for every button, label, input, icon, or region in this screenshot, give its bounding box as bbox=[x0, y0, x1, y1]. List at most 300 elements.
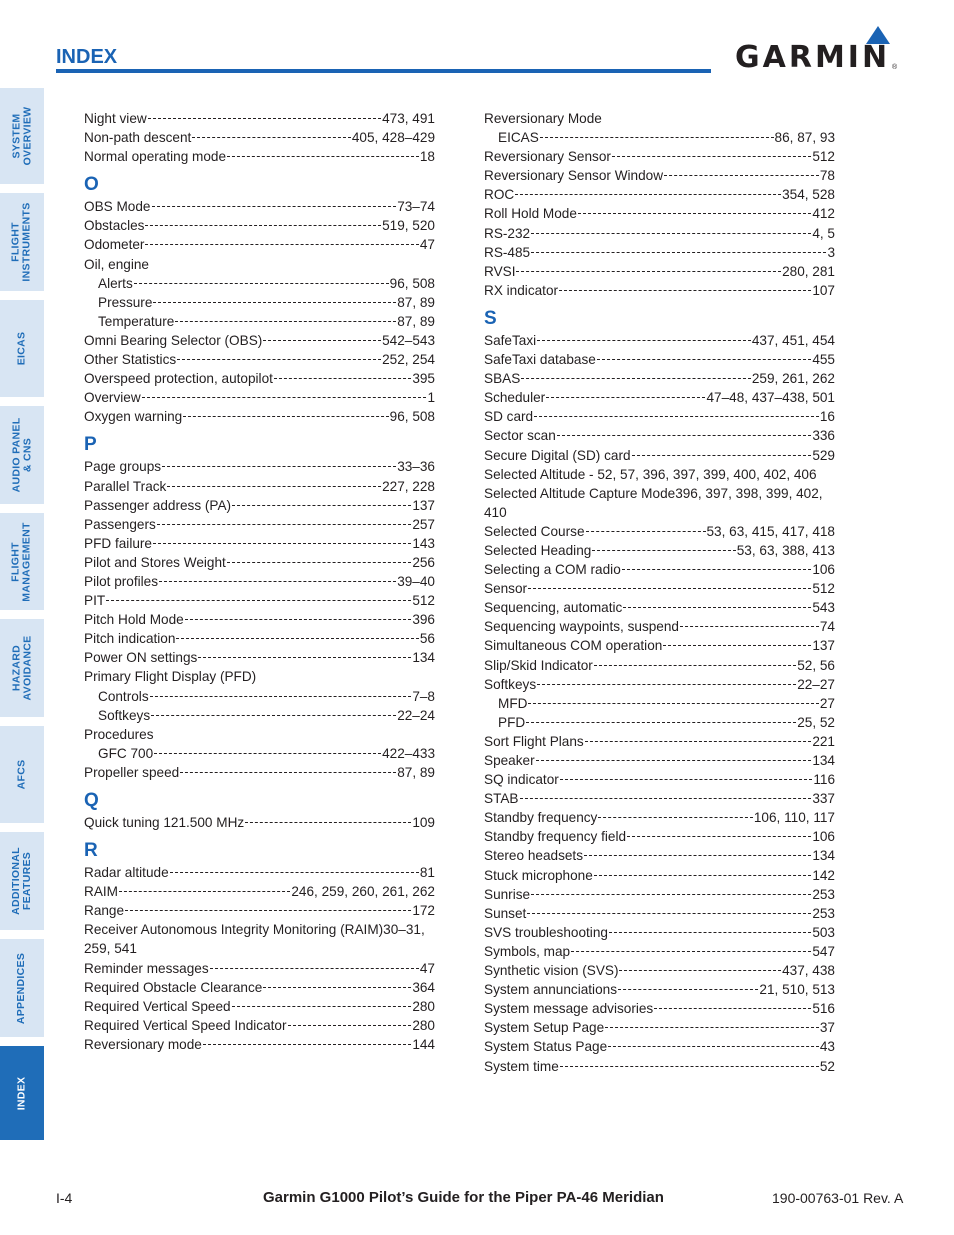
entry-pages: 337 bbox=[812, 791, 835, 807]
entry-pages: 257 bbox=[412, 516, 435, 532]
entry-term: Selected Altitude - 52, 57, 396, 397, 399, 400, 402, 406 bbox=[484, 466, 817, 482]
entry-term: Roll Hold Mode bbox=[484, 206, 577, 222]
entry-term: Synthetic vision (SVS) bbox=[484, 963, 619, 979]
dot-leader bbox=[159, 581, 396, 582]
entry-pages: 512 bbox=[812, 581, 835, 597]
entry-term: Controls bbox=[98, 688, 149, 704]
index-entry bbox=[84, 920, 435, 958]
index-group-heading bbox=[84, 725, 435, 744]
entry-term: Omni Bearing Selector (OBS) bbox=[84, 332, 263, 348]
index-column-left bbox=[84, 109, 435, 1054]
entry-pages: 78 bbox=[819, 168, 835, 184]
index-entry bbox=[484, 204, 835, 223]
dot-leader bbox=[609, 932, 811, 933]
index-entry bbox=[84, 978, 435, 997]
entry-pages: 253 bbox=[812, 886, 835, 902]
index-entry bbox=[484, 465, 835, 484]
entry-pages: 134 bbox=[812, 848, 835, 864]
dot-leader bbox=[526, 722, 796, 723]
entry-term: Secure Digital (SD) card bbox=[484, 447, 631, 463]
entry-term: Quick tuning 121.500 MHz bbox=[84, 815, 245, 830]
index-entry bbox=[484, 923, 835, 942]
index-entry bbox=[84, 813, 435, 832]
tab-label: FLIGHT INSTRUMENTS bbox=[10, 202, 34, 282]
entry-pages: 27 bbox=[819, 695, 835, 711]
dot-leader bbox=[232, 1006, 412, 1007]
dot-leader bbox=[663, 645, 811, 646]
dot-leader bbox=[142, 397, 427, 398]
entry-pages: 106, 110, 117 bbox=[753, 810, 835, 826]
dot-leader bbox=[531, 894, 811, 895]
dot-leader bbox=[192, 137, 351, 138]
entry-term: Range bbox=[84, 903, 125, 919]
index-entry bbox=[84, 629, 435, 648]
index-entry bbox=[84, 477, 435, 496]
entry-pages: 116 bbox=[813, 772, 835, 788]
entry-pages: 259, 261, 262 bbox=[751, 371, 835, 387]
entry-term: Reversionary Sensor Window bbox=[484, 168, 664, 184]
entry-term: ROC bbox=[484, 187, 515, 203]
entry-pages: 137 bbox=[412, 497, 435, 513]
document-id: 190-00763-01 Rev. A bbox=[772, 1190, 904, 1206]
dot-leader bbox=[152, 206, 397, 207]
entry-term: RS-485 bbox=[484, 244, 531, 260]
dot-leader bbox=[594, 665, 796, 666]
index-entry bbox=[484, 636, 835, 655]
dot-leader bbox=[531, 252, 826, 253]
index-entry bbox=[84, 128, 435, 147]
entry-pages: 134 bbox=[412, 650, 435, 666]
entry-term: Standby frequency field bbox=[484, 829, 627, 845]
dot-leader bbox=[619, 970, 781, 971]
entry-pages: 412 bbox=[812, 206, 835, 222]
entry-term: Selecting a COM radio bbox=[484, 562, 621, 578]
entry-term: Sector scan bbox=[484, 428, 556, 444]
entry-term: Alerts bbox=[98, 275, 133, 291]
entry-pages: 1 bbox=[427, 390, 435, 406]
entry-term: Non-path descent bbox=[84, 130, 192, 146]
entry-term: Oxygen warning bbox=[84, 409, 183, 425]
dot-leader bbox=[664, 175, 819, 176]
dot-leader bbox=[227, 156, 419, 157]
entry-term: Required Obstacle Clearance bbox=[84, 979, 263, 995]
dot-leader bbox=[288, 1025, 412, 1026]
index-entry bbox=[484, 243, 835, 262]
index-entry bbox=[484, 560, 835, 579]
dot-leader bbox=[592, 550, 735, 551]
entry-pages: 53, 63, 388, 413 bbox=[736, 542, 835, 558]
index-entry bbox=[84, 610, 435, 629]
entry-term: Reversionary Mode bbox=[484, 111, 602, 126]
entry-term: RVSI bbox=[484, 263, 516, 279]
entry-pages: 3 bbox=[827, 244, 835, 260]
index-entry bbox=[84, 591, 435, 610]
index-entry bbox=[484, 656, 835, 675]
index-entry bbox=[484, 904, 835, 923]
entry-term: Reversionary Sensor bbox=[484, 149, 611, 165]
garmin-logo-text: GARMIN bbox=[735, 40, 891, 75]
entry-pages: 4, 5 bbox=[812, 225, 835, 241]
index-entry bbox=[84, 553, 435, 572]
index-entry bbox=[484, 484, 835, 522]
entry-term: RS-232 bbox=[484, 225, 531, 241]
entry-pages: 252, 254 bbox=[382, 352, 435, 368]
index-entry bbox=[484, 827, 835, 846]
entry-term: Selected Heading bbox=[484, 542, 592, 558]
dot-leader bbox=[145, 225, 381, 226]
entry-pages: 280, 281 bbox=[782, 263, 835, 279]
entry-pages: 364 bbox=[412, 979, 435, 995]
dot-leader bbox=[537, 340, 751, 341]
tab-label: APPENDICES bbox=[15, 952, 28, 1024]
dot-leader bbox=[598, 817, 753, 818]
entry-pages: 21, 510, 513 bbox=[759, 982, 835, 998]
entry-pages: 52, 56 bbox=[797, 657, 835, 673]
index-entry bbox=[84, 882, 435, 901]
index-entry bbox=[84, 763, 435, 782]
entry-pages: 336 bbox=[812, 428, 835, 444]
index-entry bbox=[484, 808, 835, 827]
dot-leader bbox=[203, 1044, 411, 1045]
dot-leader bbox=[528, 588, 811, 589]
entry-term: Sort Flight Plans bbox=[484, 733, 584, 749]
entry-pages: 74 bbox=[819, 619, 835, 635]
dot-leader bbox=[578, 213, 811, 214]
entry-term: Propeller speed bbox=[84, 764, 180, 780]
dot-leader bbox=[627, 836, 811, 837]
tab-index[interactable] bbox=[0, 1046, 44, 1140]
dot-leader bbox=[175, 321, 396, 322]
dot-leader bbox=[560, 779, 813, 780]
dot-leader bbox=[531, 233, 811, 234]
dot-leader bbox=[594, 875, 812, 876]
entry-pages: 107 bbox=[812, 282, 835, 298]
index-entry bbox=[484, 999, 835, 1018]
tab-system-overview[interactable] bbox=[0, 88, 44, 184]
index-entry bbox=[484, 407, 835, 426]
tab-flight-management[interactable] bbox=[0, 513, 44, 610]
entry-term: Reminder messages bbox=[84, 960, 209, 976]
entry-term: Sunrise bbox=[484, 886, 531, 902]
index-entry bbox=[484, 426, 835, 445]
garmin-logo bbox=[735, 26, 900, 76]
dot-leader bbox=[106, 600, 411, 601]
dot-leader bbox=[557, 435, 812, 436]
entry-term: Overspeed protection, autopilot bbox=[84, 371, 273, 387]
dot-leader bbox=[571, 951, 811, 952]
tab-label: AUDIO PANEL & CNS bbox=[10, 417, 34, 493]
index-entry bbox=[84, 331, 435, 350]
dot-leader bbox=[585, 741, 812, 742]
entry-term: Selected Altitude Capture Mode396, 397, 398, 399, 402, bbox=[484, 485, 823, 501]
dot-leader bbox=[210, 968, 419, 969]
index-entry bbox=[484, 350, 835, 369]
tab-label: EICAS bbox=[15, 331, 28, 366]
entry-pages: 246, 259, 260, 261, 262 bbox=[291, 884, 435, 900]
entry-pages: 142 bbox=[812, 867, 835, 883]
index-subentry bbox=[84, 274, 435, 293]
tab-additional-features[interactable] bbox=[0, 832, 44, 930]
entry-pages: 405, 428–429 bbox=[351, 130, 435, 146]
dot-leader bbox=[153, 543, 411, 544]
index-entry bbox=[84, 109, 435, 128]
dot-leader bbox=[534, 416, 819, 417]
dot-leader bbox=[559, 290, 811, 291]
entry-pages: 437, 451, 454 bbox=[751, 332, 835, 348]
entry-term: STAB bbox=[484, 791, 519, 807]
index-entry bbox=[84, 901, 435, 920]
entry-term: Overview bbox=[84, 390, 141, 406]
index-entry bbox=[484, 866, 835, 885]
index-entry bbox=[484, 541, 835, 560]
tab-hazard-avoidance[interactable] bbox=[0, 619, 44, 717]
index-entry bbox=[84, 147, 435, 166]
entry-pages: 106 bbox=[812, 829, 835, 845]
index-entry bbox=[84, 350, 435, 369]
tab-afcs[interactable] bbox=[0, 726, 44, 823]
entry-term: Night view bbox=[84, 111, 147, 126]
dot-leader bbox=[153, 302, 396, 303]
dot-leader bbox=[612, 156, 811, 157]
dot-leader bbox=[125, 910, 411, 911]
index-column-right bbox=[484, 109, 835, 1076]
entry-term: Speaker bbox=[484, 753, 535, 768]
entry-term: Procedures bbox=[84, 726, 154, 742]
index-subentry bbox=[484, 713, 835, 732]
dot-leader bbox=[232, 505, 411, 506]
entry-term: GFC 700 bbox=[98, 745, 154, 761]
entry-term: Other Statistics bbox=[84, 352, 177, 368]
index-letter-heading: Q bbox=[84, 790, 99, 811]
index-entry bbox=[484, 598, 835, 617]
dot-leader bbox=[618, 989, 758, 990]
index-entry bbox=[84, 534, 435, 553]
entry-pages: 221 bbox=[812, 733, 835, 749]
entry-pages: 81 bbox=[419, 865, 435, 881]
entry-term: Receiver Autonomous Integrity Monitoring (RAIM)30–31, bbox=[84, 922, 425, 938]
dot-leader bbox=[623, 607, 811, 608]
entry-pages: 542–543 bbox=[382, 332, 435, 348]
entry-pages: 56 bbox=[419, 631, 435, 647]
index-entry bbox=[484, 262, 835, 281]
entry-term: Normal operating mode bbox=[84, 149, 227, 165]
index-entry bbox=[84, 648, 435, 667]
dot-leader bbox=[584, 855, 811, 856]
entry-term: Stuck microphone bbox=[484, 867, 593, 883]
document-title: Garmin G1000 Pilot’s Guide for the Piper PA-46 Meridian bbox=[263, 1189, 664, 1206]
dot-leader bbox=[177, 359, 381, 360]
entry-term: Simultaneous COM operation bbox=[484, 638, 663, 654]
index-entry bbox=[484, 331, 835, 350]
entry-pages: 96, 508 bbox=[389, 275, 435, 291]
index-entry bbox=[484, 789, 835, 808]
entry-pages: 137 bbox=[812, 638, 835, 654]
index-entry bbox=[84, 197, 435, 216]
dot-leader bbox=[537, 684, 796, 685]
entry-pages: 547 bbox=[812, 943, 835, 959]
index-entry bbox=[484, 185, 835, 204]
entry-pages: 22–24 bbox=[397, 707, 435, 723]
entry-pages: 410 bbox=[484, 504, 507, 520]
dot-leader bbox=[622, 569, 812, 570]
entry-term: SQ indicator bbox=[484, 772, 559, 788]
index-entry bbox=[484, 1057, 835, 1076]
dot-leader bbox=[680, 626, 819, 627]
dot-leader bbox=[183, 416, 388, 417]
page-number: I-4 bbox=[56, 1190, 73, 1206]
entry-pages: 16 bbox=[819, 409, 835, 425]
entry-pages: 33–36 bbox=[397, 459, 435, 475]
dot-leader bbox=[150, 696, 412, 697]
index-entry bbox=[484, 942, 835, 961]
dot-leader bbox=[167, 486, 381, 487]
entry-term: Power ON settings bbox=[84, 650, 198, 666]
index-entry bbox=[84, 863, 435, 882]
entry-term: RAIM bbox=[84, 884, 118, 900]
entry-term: Softkeys bbox=[98, 707, 151, 723]
dot-leader bbox=[597, 359, 811, 360]
entry-term: System time bbox=[484, 1058, 559, 1074]
dot-leader bbox=[176, 638, 418, 639]
index-subentry bbox=[484, 128, 835, 147]
entry-pages: 144 bbox=[412, 1036, 435, 1052]
dot-leader bbox=[605, 1027, 819, 1028]
index-letter-heading: S bbox=[484, 307, 497, 329]
dot-leader bbox=[154, 753, 381, 754]
entry-term: EICAS bbox=[498, 130, 539, 146]
entry-term: Parallel Track bbox=[84, 478, 167, 494]
page-title: INDEX bbox=[56, 46, 118, 68]
entry-pages: 25, 52 bbox=[797, 714, 835, 730]
dot-leader bbox=[145, 244, 418, 245]
entry-term: Sequencing, automatic bbox=[484, 600, 623, 616]
dot-leader bbox=[185, 619, 412, 620]
dot-leader bbox=[157, 524, 412, 525]
entry-pages: 512 bbox=[812, 149, 835, 165]
entry-pages: 37 bbox=[819, 1020, 835, 1036]
entry-term: OBS Mode bbox=[84, 199, 151, 215]
entry-pages: 473, 491 bbox=[382, 111, 435, 126]
dot-leader bbox=[263, 340, 381, 341]
index-entry bbox=[84, 216, 435, 235]
dot-leader bbox=[654, 1008, 811, 1009]
header-rule bbox=[56, 69, 711, 73]
entry-term: SafeTaxi bbox=[484, 332, 537, 348]
index-entry bbox=[484, 617, 835, 636]
entry-term: System Status Page bbox=[484, 1039, 608, 1055]
entry-pages: 227, 228 bbox=[382, 478, 435, 494]
index-subentry bbox=[84, 744, 435, 763]
dot-leader bbox=[151, 715, 396, 716]
index-entry bbox=[84, 959, 435, 978]
index-group-heading bbox=[484, 109, 835, 128]
index-entry bbox=[484, 1018, 835, 1037]
index-entry bbox=[84, 457, 435, 476]
entry-pages: 7–8 bbox=[412, 688, 435, 704]
entry-term: Pilot and Stores Weight bbox=[84, 554, 226, 570]
entry-pages: 280 bbox=[412, 998, 435, 1014]
entry-term: PFD failure bbox=[84, 535, 152, 551]
index-entry bbox=[484, 579, 835, 598]
dot-leader bbox=[263, 987, 411, 988]
entry-term: Softkeys bbox=[484, 676, 537, 692]
entry-term: PIT bbox=[84, 593, 106, 609]
index-entry bbox=[84, 496, 435, 515]
entry-term: Stereo headsets bbox=[484, 848, 583, 864]
entry-pages: 519, 520 bbox=[382, 218, 435, 234]
dot-leader bbox=[560, 1066, 819, 1067]
entry-pages: 87, 89 bbox=[397, 764, 435, 780]
tab-label: INDEX bbox=[15, 1076, 28, 1110]
entry-term: Sequencing waypoints, suspend bbox=[484, 619, 679, 635]
entry-term: SD card bbox=[484, 409, 534, 425]
index-entry bbox=[484, 732, 835, 751]
index-entry bbox=[484, 770, 835, 789]
entry-pages: 143 bbox=[412, 535, 435, 551]
index-entry bbox=[484, 522, 835, 541]
entry-pages: 134 bbox=[812, 753, 835, 768]
entry-pages: 86, 87, 93 bbox=[774, 130, 835, 146]
dot-leader bbox=[546, 397, 705, 398]
index-entry bbox=[484, 446, 835, 465]
entry-term: System message advisories bbox=[484, 1001, 654, 1017]
tab-audio-panel-cns[interactable] bbox=[0, 406, 44, 504]
entry-pages: 47 bbox=[419, 960, 435, 976]
entry-term: Standby frequency bbox=[484, 810, 598, 826]
entry-term: RX indicator bbox=[484, 282, 559, 298]
dot-leader bbox=[536, 760, 812, 761]
dot-leader bbox=[528, 703, 818, 704]
entry-term: Symbols, map bbox=[484, 943, 571, 959]
entry-term: Passengers bbox=[84, 516, 156, 532]
entry-term: SafeTaxi database bbox=[484, 352, 596, 368]
index-letter-heading: O bbox=[84, 174, 99, 196]
entry-pages: 52 bbox=[819, 1058, 835, 1074]
index-entry bbox=[84, 407, 435, 426]
entry-pages: 18 bbox=[419, 149, 435, 165]
entry-pages: 96, 508 bbox=[389, 409, 435, 425]
entry-term: System Setup Page bbox=[484, 1020, 605, 1036]
tab-eicas[interactable] bbox=[0, 300, 44, 397]
tab-label: ADDITIONAL FEATURES bbox=[10, 847, 33, 915]
tab-appendices[interactable] bbox=[0, 939, 44, 1037]
entry-pages: 172 bbox=[412, 903, 435, 919]
dot-leader bbox=[520, 798, 812, 799]
tab-flight-instruments[interactable] bbox=[0, 193, 44, 291]
dot-leader bbox=[516, 271, 781, 272]
entry-pages: 503 bbox=[812, 924, 835, 940]
entry-pages: 253 bbox=[812, 905, 835, 921]
index-entry bbox=[484, 675, 835, 694]
entry-pages: 109 bbox=[412, 815, 435, 830]
tab-label: HAZARD AVOIDANCE bbox=[10, 635, 33, 701]
entry-pages: 87, 89 bbox=[397, 294, 435, 310]
index-entry bbox=[84, 515, 435, 534]
tab-label: AFCS bbox=[15, 759, 28, 790]
entry-pages: 47–48, 437–438, 501 bbox=[706, 390, 835, 406]
index-subentry bbox=[84, 293, 435, 312]
entry-pages: 543 bbox=[812, 600, 835, 616]
dot-leader bbox=[274, 378, 411, 379]
index-entry bbox=[484, 369, 835, 388]
entry-term: Selected Course bbox=[484, 523, 585, 539]
entry-pages: 280 bbox=[412, 1017, 435, 1033]
dot-leader bbox=[586, 531, 706, 532]
entry-term: Required Vertical Speed Indicator bbox=[84, 1017, 287, 1033]
index-entry bbox=[484, 980, 835, 999]
entry-pages: 437, 438 bbox=[782, 963, 835, 979]
entry-term: SVS troubleshooting bbox=[484, 924, 608, 940]
